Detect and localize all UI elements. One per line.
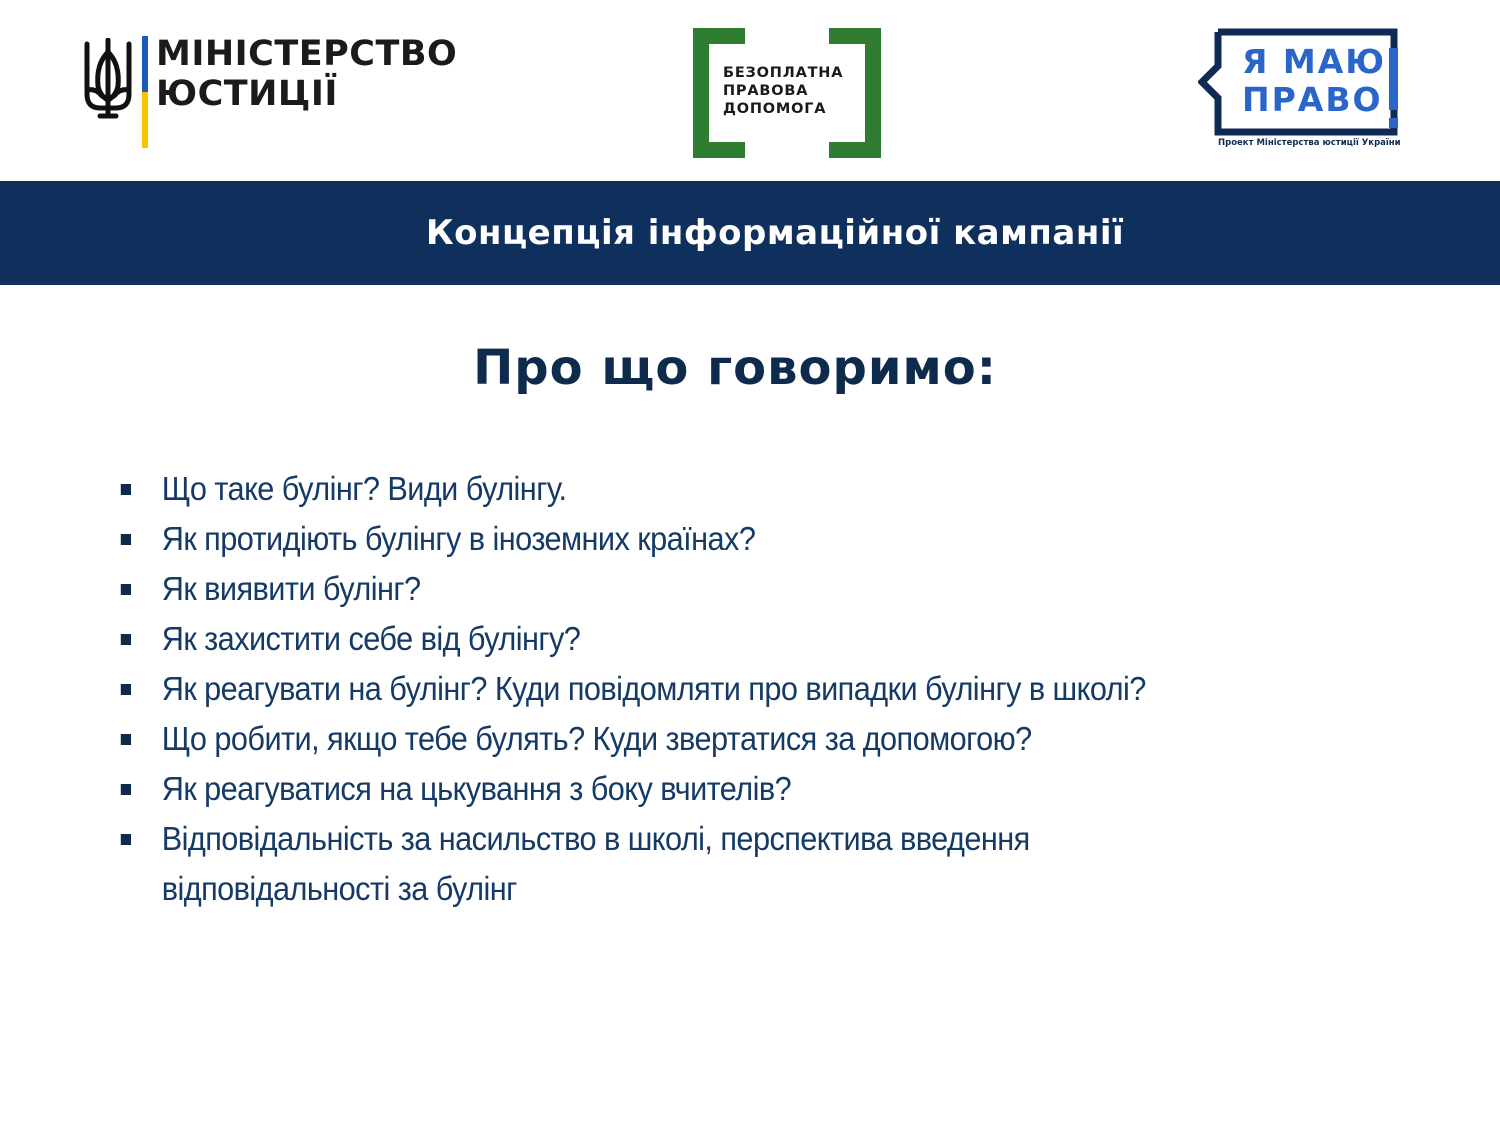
legal-aid-logo	[693, 28, 881, 158]
flag-yellow-stripe	[142, 92, 148, 148]
list-item	[118, 514, 1290, 564]
campaign-line2: ПРАВО	[1242, 80, 1383, 119]
square-bullet-icon	[121, 634, 131, 645]
legal-aid-line2: ПРАВОВА	[723, 83, 809, 99]
trident-icon	[82, 38, 134, 122]
square-bullet-icon	[121, 584, 131, 595]
campaign-caption: Проект Міністерства юстиції України	[1218, 138, 1401, 148]
topics-list	[118, 464, 1378, 914]
list-item	[118, 714, 1290, 764]
list-item	[118, 814, 1290, 914]
list-item-text: Як реагувати на булінг? Куди повідомляти про випадки булінгу в школі?	[161, 670, 1146, 707]
section-heading: Про що говоримо:	[473, 340, 997, 396]
list-item-text: Як виявити булінг?	[161, 570, 421, 607]
list-item-text: Що робити, якщо тебе булять? Куди звертатися за допомогою?	[161, 720, 1032, 757]
list-item-text: Як протидіють булінгу в іноземних країнах?	[161, 520, 756, 557]
header-title-text: Концепція інформаційної кампанії	[425, 213, 1125, 253]
ministry-logo	[82, 34, 458, 150]
legal-aid-name	[723, 64, 843, 118]
square-bullet-icon	[121, 534, 131, 545]
ministry-name-line1: МІНІСТЕРСТВО	[156, 34, 458, 74]
ministry-name-line2: ЮСТИЦІЇ	[156, 74, 338, 114]
ukraine-flag-bar	[142, 36, 148, 148]
list-item	[118, 464, 1290, 514]
square-bullet-icon	[121, 484, 131, 495]
list-item	[118, 614, 1290, 664]
list-item-text: Що таке булінг? Види булінгу.	[161, 470, 567, 507]
header-title	[0, 181, 1500, 285]
list-item-text: Як захистити себе від булінгу?	[161, 620, 581, 657]
list-item	[118, 564, 1290, 614]
square-bullet-icon	[121, 734, 131, 745]
campaign-line1: Я МАЮ	[1242, 42, 1387, 81]
flag-blue-stripe	[142, 36, 148, 92]
ministry-name	[156, 34, 457, 114]
list-item	[118, 764, 1290, 814]
legal-aid-line1: БЕЗОПЛАТНА	[723, 65, 844, 81]
list-item-text: Як реагуватися на цькування з боку вчителів?	[161, 770, 792, 807]
header-band	[0, 181, 1500, 285]
list-item-text: Відповідальність за насильство в школі, перспектива введення відповідальності за булінг	[161, 820, 1030, 907]
legal-aid-line3: ДОПОМОГА	[723, 101, 827, 117]
list-item	[118, 664, 1290, 714]
square-bullet-icon	[121, 784, 131, 795]
campaign-logo	[1198, 28, 1400, 154]
square-bullet-icon	[121, 684, 131, 695]
square-bullet-icon	[121, 834, 131, 845]
